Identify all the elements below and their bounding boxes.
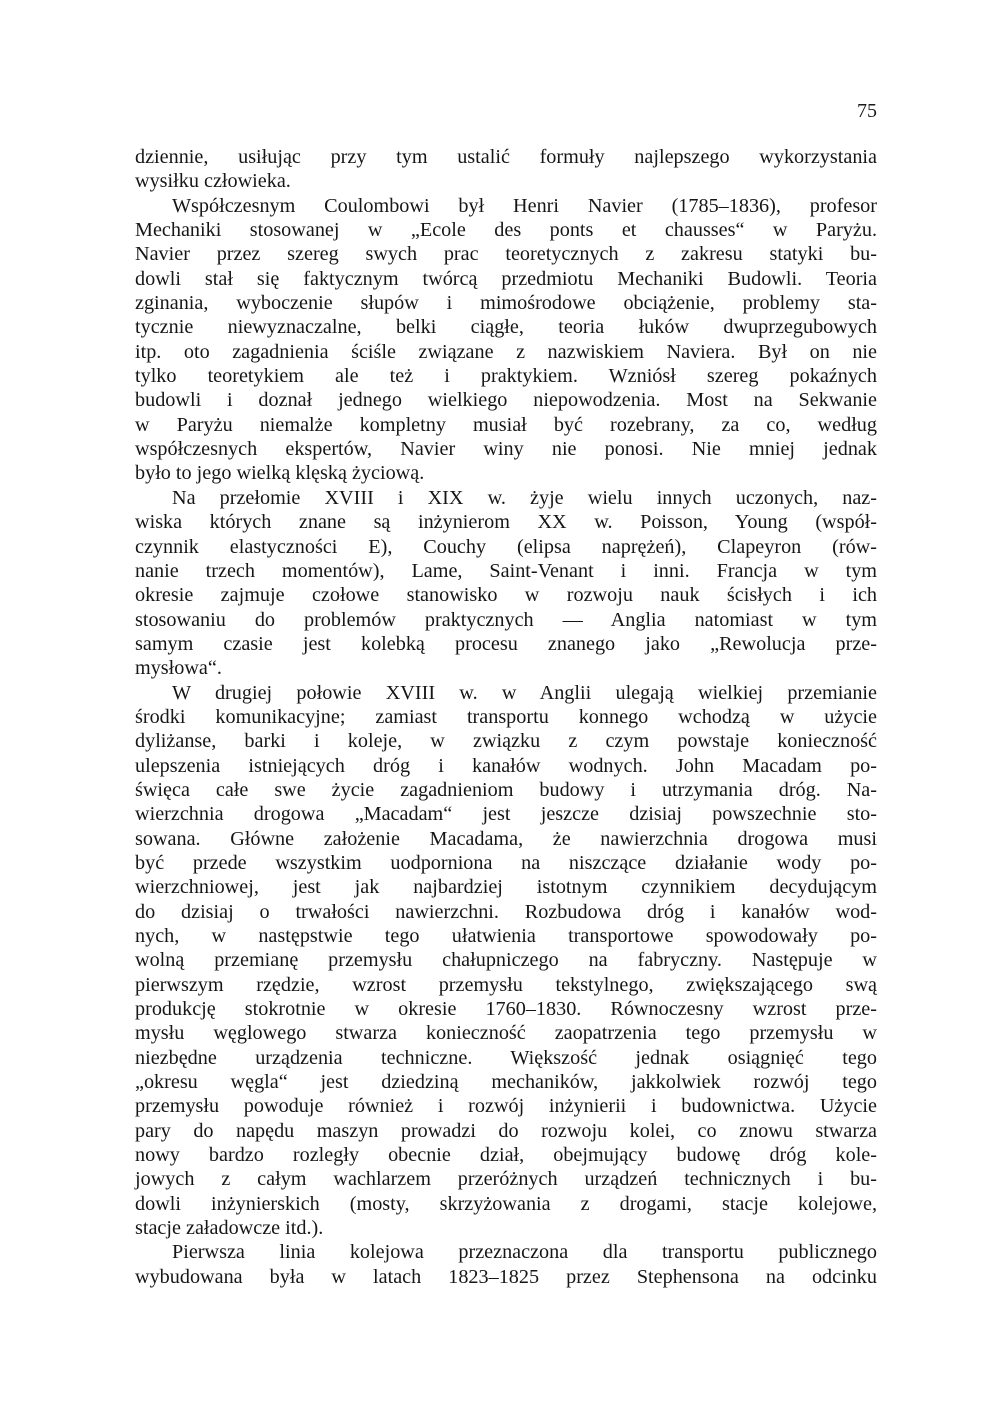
paragraph xyxy=(135,194,877,486)
text-line: współczesnych ekspertów, Navier winy nie ponosi. Nie mniej jednak xyxy=(135,438,877,461)
text-line: wysiłku człowieka. xyxy=(135,170,291,193)
text-line: Pierwsza linia kolejowa przeznaczona dla transportu publicznego xyxy=(172,1241,877,1264)
text-line: niezbędne urządzenia techniczne. Większość jednak osiągnięć tego xyxy=(135,1046,877,1069)
text-line: w Paryżu niemalże kompletny musiał być rozebrany, za co, według xyxy=(135,413,877,436)
text-line: mysłu węglowego stwarza konieczność zaopatrzenia tego przemysłu w xyxy=(135,1022,877,1045)
text-line: czynnik elastyczności E), Couchy (elipsa naprężeń), Clapeyron (rów- xyxy=(135,535,877,558)
text-line: dowli stał się faktycznym twórcą przedmiotu Mechaniki Budowli. Teoria xyxy=(135,267,877,290)
text-line: itp. oto zagadnienia ściśle związane z nazwiskiem Naviera. Był on nie xyxy=(135,340,877,363)
text-line: jowych z całym wachlarzem przeróżnych urządzeń technicznych i bu- xyxy=(135,1168,877,1191)
text-line: do dzisiaj o trwałości nawierzchni. Rozbudowa dróg i kanałów wod- xyxy=(135,900,877,923)
text-line: dyliżanse, barki i koleje, w związku z czym powstaje konieczność xyxy=(135,730,877,753)
text-line: Na przełomie XVIII i XIX w. żyje wielu innych uczonych, naz- xyxy=(172,486,877,509)
text-line: tylko teoretykiem ale też i praktykiem. Wzniósł szereg pokaźnych xyxy=(135,365,877,388)
text-line: W drugiej połowie XVIII w. w Anglii ulegają wielkiej przemianie xyxy=(172,681,877,704)
text-line: wierzchnia drogowa „Macadam“ jest jeszcze dzisiaj powszechnie sto- xyxy=(135,803,877,826)
text-line: budowli i doznał jednego wielkiego niepowodzenia. Most na Sekwanie xyxy=(135,389,877,412)
text-line: mysłowa“. xyxy=(135,657,222,680)
text-line: dowli inżynierskich (mosty, skrzyżowania z drogami, stacje kolejowe, xyxy=(135,1192,877,1215)
text-line: było to jego wielką klęską życiową. xyxy=(135,462,425,485)
body-text xyxy=(135,145,877,1289)
text-line: Navier przez szereg swych prac teoretycznych z zakresu statyki bu- xyxy=(135,243,877,266)
text-line: nanie trzech momentów), Lame, Saint-Venant i inni. Francja w tym xyxy=(135,559,877,582)
text-line: pary do napędu maszyn prowadzi do rozwoju kolei, co znowu stwarza xyxy=(135,1119,877,1142)
paragraph xyxy=(135,486,877,681)
text-line: święca całe swe życie zagadnieniom budowy i utrzymania dróg. Na- xyxy=(135,778,877,801)
text-line: środki komunikacyjne; zamiast transportu konnego wchodzą w użycie xyxy=(135,705,877,728)
paragraph xyxy=(135,1240,877,1289)
text-line: Współczesnym Coulombowi był Henri Navier (1785–1836), profesor xyxy=(172,194,877,217)
text-line: stosowaniu do problemów praktycznych — Anglia natomiast w tym xyxy=(135,608,877,631)
text-line: wierzchniowej, jest jak najbardziej istotnym czynnikiem decydującym xyxy=(135,876,877,899)
text-line: nych, w następstwie tego ułatwienia transportowe spowodowały po- xyxy=(135,925,877,947)
text-line: być przede wszystkim uodporniona na niszczące działanie wody po- xyxy=(135,851,877,874)
text-line: wiska których znane są inżynierom XX w. Poisson, Young (współ- xyxy=(135,511,877,534)
text-line: dziennie, usiłując przy tym ustalić formuły najlepszego wykorzystania xyxy=(135,146,877,168)
text-line: nowy bardzo rozległy obecnie dział, obejmujący budowę dróg kole- xyxy=(135,1144,877,1167)
text-line: pierwszym rzędzie, wzrost przemysłu tekstylnego, zwiększającego swą xyxy=(135,973,877,996)
text-line: samym czasie jest kolebką procesu znanego jako „Rewolucja prze- xyxy=(135,632,877,655)
text-line: przemysłu powoduje również i rozwój inżynierii i budownictwa. Użycie xyxy=(135,1095,877,1118)
paragraph xyxy=(135,681,877,1241)
text-line: sowana. Główne założenie Macadama, że nawierzchnia drogowa musi xyxy=(135,827,877,850)
text-line: Mechaniki stosowanej w „Ecole des ponts et chausses“ w Paryżu. xyxy=(135,219,877,242)
text-line: produkcję stokrotnie w okresie 1760–1830. Równoczesny wzrost prze- xyxy=(135,998,877,1021)
text-line: stacje załadowcze itd.). xyxy=(135,1217,324,1240)
paragraph xyxy=(135,145,877,194)
text-line: wolną przemianę przemysłu chałupniczego na fabryczny. Następuje w xyxy=(135,949,877,972)
text-line: „okresu węgla“ jest dziedziną mechaników, jakkolwiek rozwój tego xyxy=(135,1071,877,1094)
page-number: 75 xyxy=(857,100,877,122)
text-line: zginania, wyboczenie słupów i mimośrodowe obciążenie, problemy sta- xyxy=(135,292,877,315)
text-line: okresie zajmuje czołowe stanowisko w rozwoju nauk ścisłych i ich xyxy=(135,584,877,607)
text-line: tycznie niewyznaczalne, belki ciągłe, teoria łuków dwuprzegubowych xyxy=(135,316,877,339)
text-line: wybudowana była w latach 1823–1825 przez Stephensona na odcinku xyxy=(135,1265,877,1288)
text-line: ulepszenia istniejących dróg i kanałów wodnych. John Macadam po- xyxy=(135,754,877,777)
